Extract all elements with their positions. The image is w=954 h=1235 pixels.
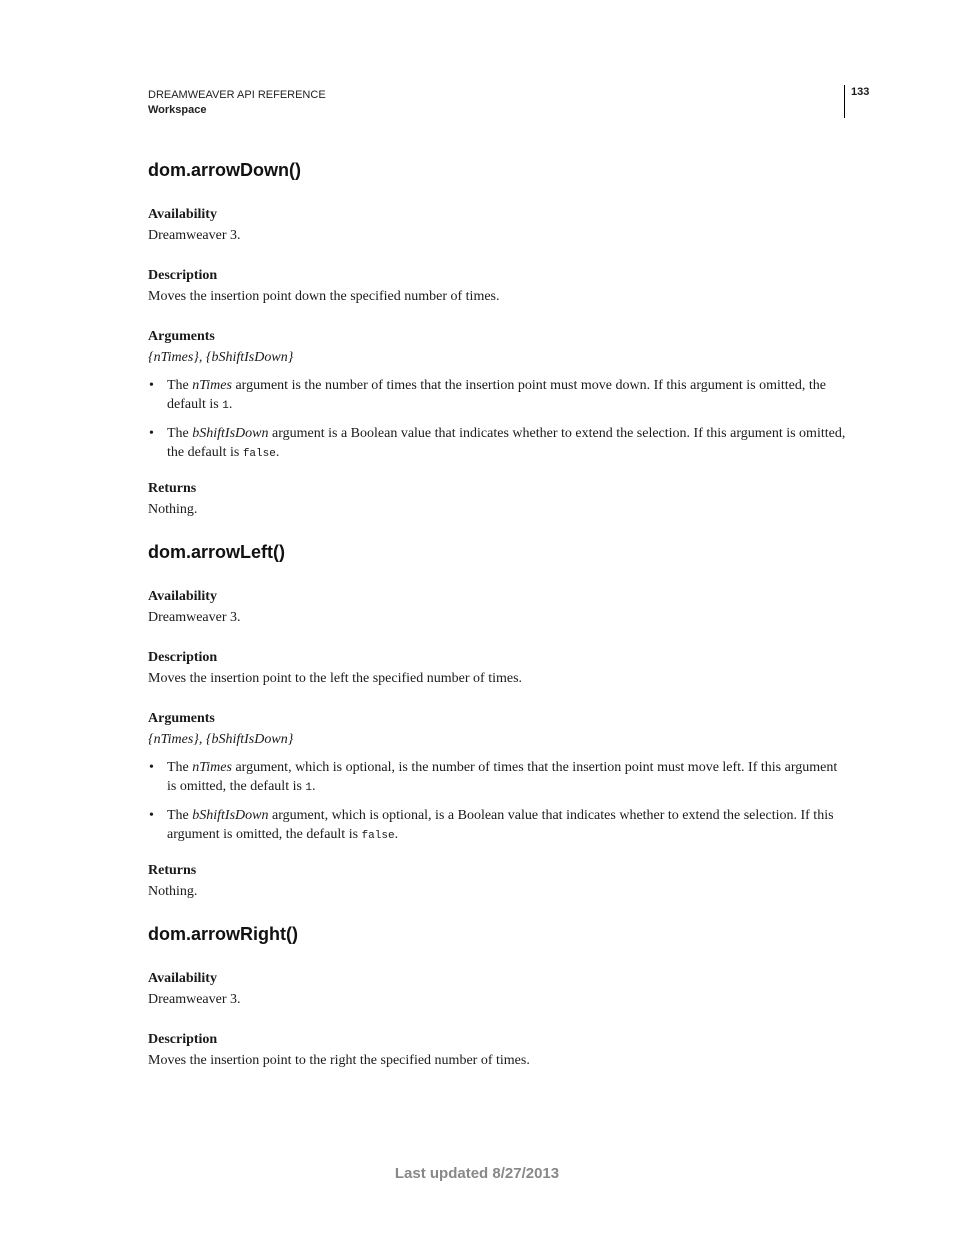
argument-name: bShiftIsDown xyxy=(192,808,269,823)
availability-label: Availability xyxy=(148,589,217,604)
section-title: dom.arrowLeft() xyxy=(148,542,285,562)
list-item: • The bShiftIsDown argument is a Boolean value that indicates whether to extend the selection. If this argument is omitted, the default is false. xyxy=(148,424,848,464)
header-rule xyxy=(844,85,845,118)
availability-text: Dreamweaver 3. xyxy=(148,228,241,243)
argument-name: nTimes xyxy=(192,760,232,775)
list-item: • The bShiftIsDown argument, which is optional, is a Boolean value that indicates whether to extend the selection. If this argument is omitted, the default is false. xyxy=(148,806,848,846)
default-value: false xyxy=(242,448,276,460)
arguments-signature: {nTimes}, {bShiftIsDown} xyxy=(148,732,294,747)
description-text: Moves the insertion point to the right the specified number of times. xyxy=(148,1053,530,1068)
returns-text: Nothing. xyxy=(148,502,198,517)
arguments-label: Arguments xyxy=(148,711,215,726)
default-value: false xyxy=(361,830,395,842)
returns-label: Returns xyxy=(148,481,197,496)
default-value: 1 xyxy=(305,782,313,794)
page-number: 133 xyxy=(851,86,870,98)
availability-label: Availability xyxy=(148,971,217,986)
description-label: Description xyxy=(148,268,218,283)
page-content xyxy=(148,155,848,1071)
running-header xyxy=(148,88,326,118)
returns-label: Returns xyxy=(148,863,197,878)
arguments-list xyxy=(148,376,848,464)
description-label: Description xyxy=(148,650,218,665)
description-label: Description xyxy=(148,1032,218,1047)
list-item: • The nTimes argument is the number of times that the insertion point must move down. If this argument is omitted, the default is 1. xyxy=(148,376,848,416)
list-item: • The nTimes argument, which is optional, is the number of times that the insertion point must move left. If this argument is omitted, the default is 1. xyxy=(148,758,848,798)
availability-label: Availability xyxy=(148,207,217,222)
description-text: Moves the insertion point down the specified number of times. xyxy=(148,289,500,304)
header-title: DREAMWEAVER API REFERENCE xyxy=(148,89,326,101)
arguments-label: Arguments xyxy=(148,329,215,344)
footer-last-updated: Last updated 8/27/2013 xyxy=(394,1165,560,1182)
section-title: dom.arrowRight() xyxy=(148,924,298,944)
argument-name: nTimes xyxy=(192,378,232,393)
availability-text: Dreamweaver 3. xyxy=(148,610,241,625)
arguments-list xyxy=(148,758,848,846)
arguments-signature: {nTimes}, {bShiftIsDown} xyxy=(148,350,294,365)
description-text: Moves the insertion point to the left the specified number of times. xyxy=(148,671,523,686)
default-value: 1 xyxy=(222,400,229,412)
argument-name: bShiftIsDown xyxy=(192,426,269,441)
section-title: dom.arrowDown() xyxy=(148,160,301,180)
availability-text: Dreamweaver 3. xyxy=(148,992,241,1007)
header-subtitle: Workspace xyxy=(148,104,207,116)
returns-text: Nothing. xyxy=(148,884,198,899)
